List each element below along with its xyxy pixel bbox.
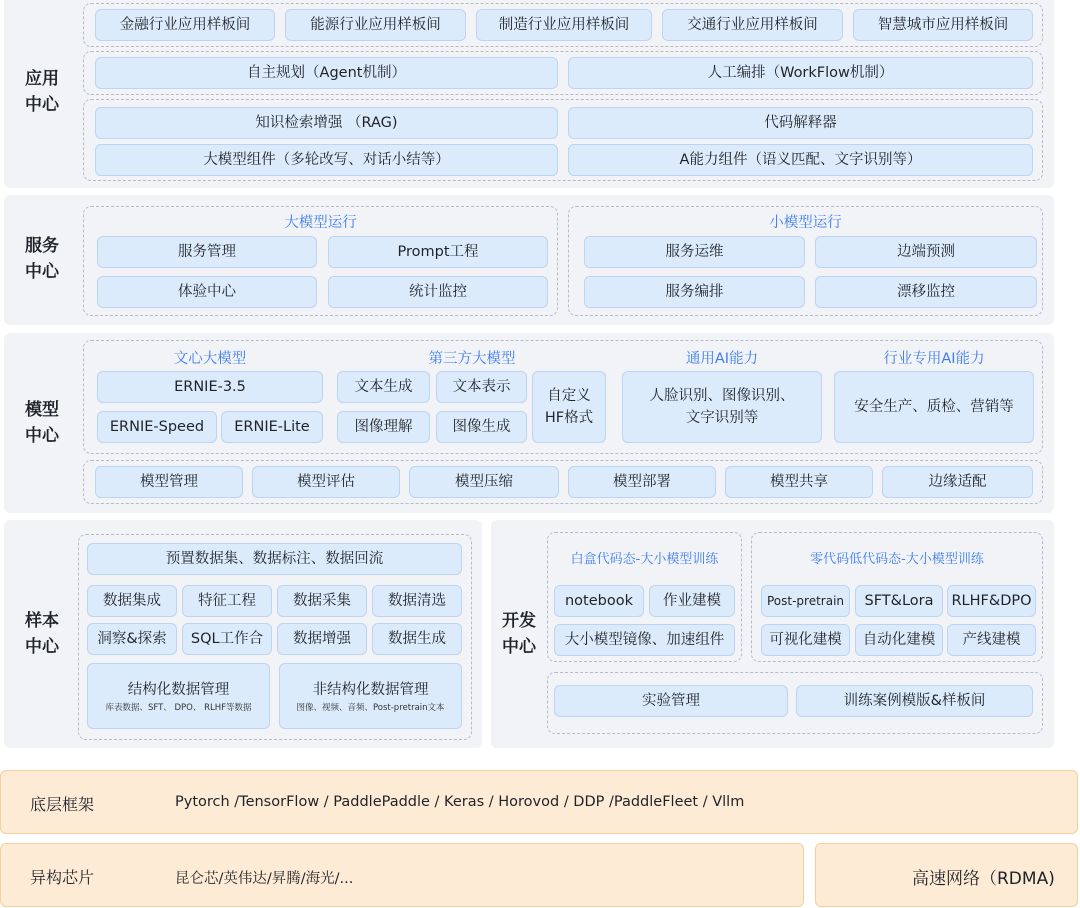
sql-workspace[interactable]: SQL工作合 [182,623,272,655]
model-center-label: 模型 中心 [25,400,59,447]
data-augmentation[interactable]: 数据增强 [277,623,367,655]
model-evaluation[interactable]: 模型评估 [252,466,400,498]
whitebox-title: 白盒代码态-大小模型训练 [570,552,719,567]
lowcode-title: 零代码低代码态-大小模型训练 [810,552,984,567]
pipeline-modeling[interactable]: 产线建模 [947,624,1036,656]
image-generation[interactable]: 图像生成 [436,411,527,443]
unstructured-data-management[interactable]: 非结构化数据管理 图像、视频、音频、Post-pretrain文本 [279,663,462,729]
data-cleaning[interactable]: 数据清选 [372,585,462,617]
job-modeling[interactable]: 作业建模 [649,585,735,617]
chips-title: 异构芯片 [30,868,95,887]
template-finance[interactable]: 金融行业应用样板间 [95,9,275,41]
agent-mechanism[interactable]: 自主规划（Agent机制） [95,57,558,89]
template-energy[interactable]: 能源行业应用样板间 [285,9,466,41]
training-templates[interactable]: 训练案例模版&样板间 [796,685,1033,717]
model-management[interactable]: 模型管理 [95,466,243,498]
text-generation[interactable]: 文本生成 [337,371,430,403]
industry-ai-title: 行业专用AI能力 [883,351,985,367]
third-party-title: 第三方大模型 [428,351,516,367]
model-sharing[interactable]: 模型共享 [725,466,873,498]
visual-modeling[interactable]: 可视化建模 [761,624,850,656]
service-center-label: 服务 中心 [25,236,59,283]
sft-lora[interactable]: SFT&Lora [855,585,943,617]
network-text: 高速网络（RDMA) [912,869,1055,889]
ai-components[interactable]: A能力组件（语义匹配、文字识别等） [568,144,1033,176]
drift-monitoring[interactable]: 漂移监控 [815,276,1037,308]
ernie-3-5[interactable]: ERNIE-3.5 [97,371,323,403]
ernie-lite[interactable]: ERNIE-Lite [221,411,323,443]
edge-prediction[interactable]: 边端预测 [815,236,1037,268]
custom-hf-format[interactable]: 自定义 HF格式 [532,371,606,443]
text-representation[interactable]: 文本表示 [436,371,527,403]
experiment-management[interactable]: 实验管理 [554,685,788,717]
ernie-speed[interactable]: ERNIE-Speed [97,411,217,443]
stats-monitoring[interactable]: 统计监控 [328,276,548,308]
general-ai-capabilities[interactable]: 人脸识别、图像识别、 文字识别等 [622,371,822,443]
rlhf-dpo[interactable]: RLHF&DPO [947,585,1036,617]
rag-component[interactable]: 知识检索增强 （RAG) [95,107,558,139]
llm-components[interactable]: 大模型组件（多轮改写、对话小结等） [95,144,558,176]
structured-data-management[interactable]: 结构化数据管理 库表数据、SFT、 DPO、 RLHF等数据 [87,663,270,729]
framework-title: 底层框架 [30,795,95,814]
notebook[interactable]: notebook [554,585,644,617]
model-deployment[interactable]: 模型部署 [568,466,716,498]
chips-bar [0,843,804,907]
workflow-mechanism[interactable]: 人工编排（WorkFlow机制） [568,57,1033,89]
template-manufacturing[interactable]: 制造行业应用样板间 [476,9,652,41]
framework-text: Pytorch /TensorFlow / PaddlePaddle / Keras / Horovod / DDP /PaddleFleet / Vllm [175,794,745,810]
chips-text: 昆仑芯/英伟达/昇腾/海光/... [175,871,354,887]
auto-modeling[interactable]: 自动化建模 [855,624,943,656]
data-collection[interactable]: 数据采集 [277,585,367,617]
service-management[interactable]: 服务管理 [97,236,317,268]
feature-engineering[interactable]: 特征工程 [182,585,272,617]
model-images-acceleration[interactable]: 大小模型镜像、加速组件 [554,624,735,656]
service-orchestration[interactable]: 服务编排 [584,276,805,308]
data-generation[interactable]: 数据生成 [372,623,462,655]
service-ops[interactable]: 服务运维 [584,236,805,268]
small-model-run-title: 小模型运行 [769,215,842,231]
template-smart-city[interactable]: 智慧城市应用样板间 [853,9,1033,41]
prompt-engineering[interactable]: Prompt工程 [328,236,548,268]
experience-center[interactable]: 体验中心 [97,276,317,308]
dev-center-label: 开发 中心 [502,611,536,658]
app-center-label: 应用 中心 [25,69,59,116]
general-ai-title: 通用AI能力 [685,351,759,367]
wenxin-title: 文心大模型 [173,351,247,367]
code-interpreter[interactable]: 代码解释器 [568,107,1033,139]
large-model-run-title: 大模型运行 [284,215,357,231]
insight-exploration[interactable]: 洞察&探索 [87,623,177,655]
edge-adaptation[interactable]: 边缘适配 [882,466,1033,498]
template-transport[interactable]: 交通行业应用样板间 [662,9,843,41]
post-pretrain[interactable]: Post-pretrain [761,585,850,617]
data-integration[interactable]: 数据集成 [87,585,177,617]
image-understanding[interactable]: 图像理解 [337,411,430,443]
sample-center-label: 样本 中心 [25,611,59,658]
preset-datasets[interactable]: 预置数据集、数据标注、数据回流 [87,543,462,575]
model-compression[interactable]: 模型压缩 [409,466,559,498]
industry-ai-capabilities[interactable]: 安全生产、质检、营销等 [834,371,1034,443]
